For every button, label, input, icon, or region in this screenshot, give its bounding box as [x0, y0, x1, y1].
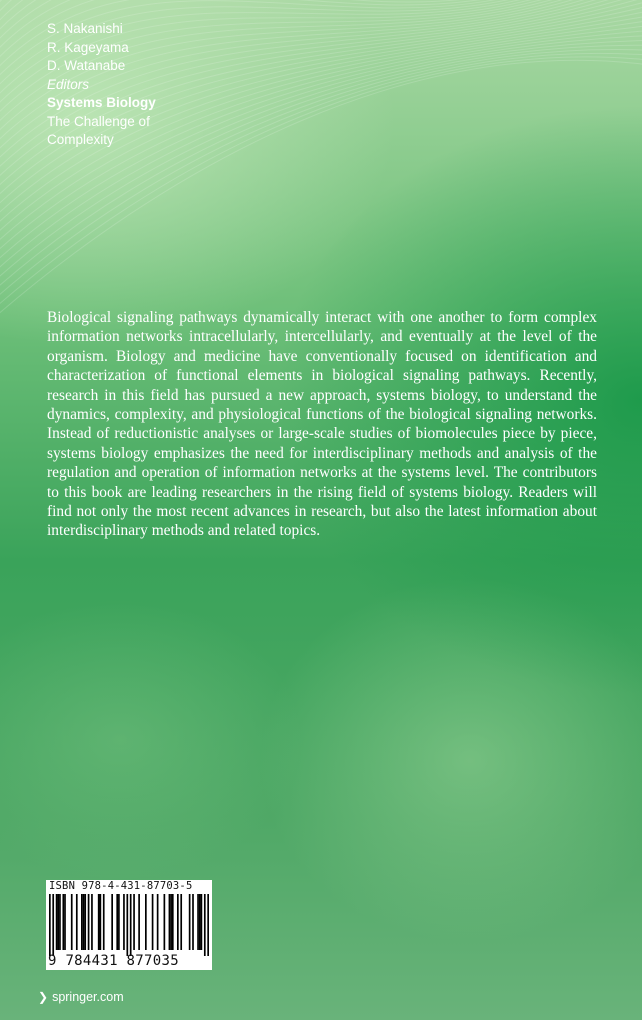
barcode-bar: [126, 894, 128, 956]
barcode-bar: [49, 894, 51, 956]
barcode-bar: [189, 894, 191, 950]
barcode-bar: [71, 894, 73, 950]
barcode-bars: [49, 894, 209, 956]
barcode-bar: [123, 894, 125, 950]
barcode-bar: [177, 894, 179, 950]
barcode-bar: [62, 894, 64, 950]
barcode-bar: [56, 894, 58, 950]
editors-block: [47, 20, 156, 150]
isbn-label: ISBN 978-4-431-87703-5: [49, 880, 193, 892]
isbn-barcode: [46, 880, 212, 970]
swirl-line: [0, 0, 642, 15]
swirl-line: [0, 0, 642, 6]
barcode-bar: [130, 894, 132, 956]
barcode-bar: [170, 894, 172, 950]
barcode-bar: [201, 894, 203, 950]
book-subtitle-line: The Challenge of: [47, 113, 150, 129]
publisher-website: [38, 990, 124, 1004]
barcode-bar: [76, 894, 78, 950]
barcode-bar: [172, 894, 174, 950]
barcode-bar: [84, 894, 86, 950]
barcode-bar: [192, 894, 194, 950]
barcode-bar: [111, 894, 113, 950]
barcode-bar: [57, 894, 59, 950]
barcode-bar: [169, 894, 171, 950]
barcode-bar: [59, 894, 61, 950]
barcode-bar: [157, 894, 159, 950]
barcode-bar: [207, 894, 209, 956]
website-text: springer.com: [52, 990, 124, 1004]
barcode-bar: [180, 894, 182, 950]
barcode-bar: [197, 894, 199, 950]
barcode-bar: [133, 894, 135, 950]
barcode-bar: [83, 894, 85, 950]
chevron-right-icon: ❯: [38, 990, 49, 1004]
editor-name: R. Kageyama: [47, 39, 129, 55]
editor-name: S. Nakanishi: [47, 21, 123, 36]
barcode-bar: [81, 894, 83, 950]
barcode-bar: [164, 894, 166, 950]
barcode-bar: [103, 894, 105, 950]
barcode-bar: [100, 894, 102, 950]
barcode-bar: [145, 894, 147, 950]
barcode-bar: [52, 894, 54, 956]
barcode-digits: 9 784431 877035: [48, 953, 179, 969]
book-title: Systems Biology: [47, 95, 156, 110]
barcode-bar: [199, 894, 201, 950]
barcode-bar: [152, 894, 154, 950]
barcode-bar: [88, 894, 90, 950]
barcode-bar: [118, 894, 120, 950]
editors-role-label: Editors: [47, 76, 90, 92]
editor-name: D. Watanabe: [47, 58, 126, 73]
barcode-bar: [204, 894, 206, 956]
barcode-bar: [138, 894, 140, 950]
book-description: Biological signaling pathways dynamically interact with one another to form complex information networks intracellularly, intercellularly, and eventually at the level of the organism. Biology and medicine have conventionally focused on identification and characterization of functional elements in biological signaling pathways. Recently, research in this field has pursued a new approach, systems biology, to understand the dynamics, complexity, and physiological functions of the biological signaling networks. Instead of reductionistic analyses or large-scale studies of biomolecules piece by piece, systems biology emphasizes the need for interdisciplinary methods and analysis of the regulation and operation of information networks at the systems level. The contributors to this book are leading researchers in the rising field of systems biology. Readers will find not only the most recent advances in research, but also the latest information about interdisciplinary methods and related topics.: [47, 309, 597, 540]
book-subtitle-line: Complexity: [47, 132, 114, 147]
barcode-bar: [91, 894, 93, 950]
barcode-bar: [64, 894, 66, 950]
barcode-bar: [98, 894, 100, 950]
barcode-bar: [116, 894, 118, 950]
